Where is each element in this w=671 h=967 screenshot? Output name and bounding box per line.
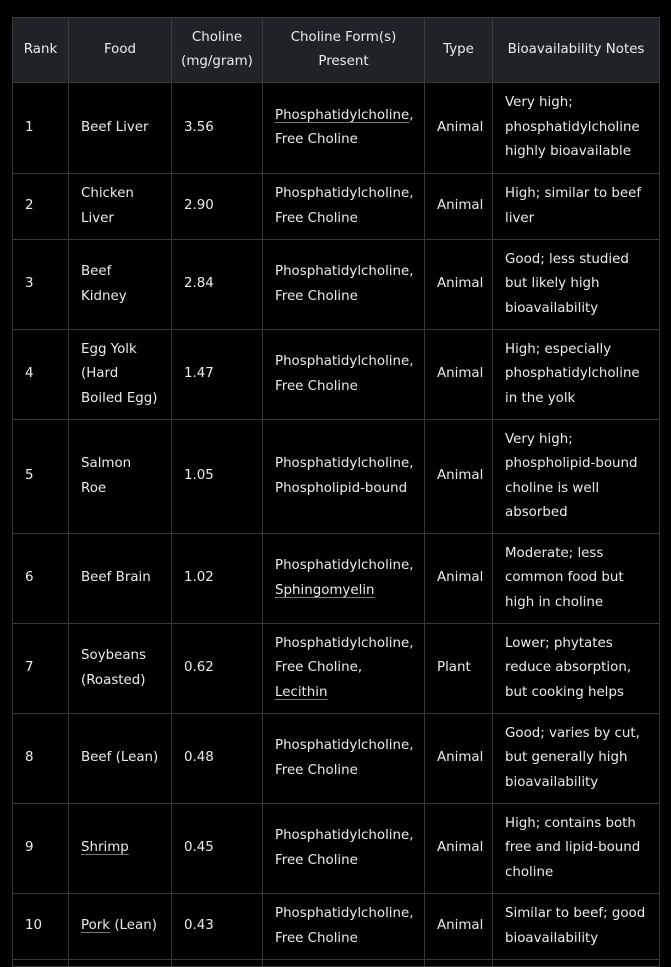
food-cell: Beef Liver bbox=[69, 83, 172, 174]
choline-cell: 0.62 bbox=[172, 624, 263, 714]
notes-cell: High; similar to beef liver bbox=[493, 174, 660, 240]
shrimp-link[interactable]: Shrimp bbox=[81, 840, 129, 856]
phosphatidylcholine-link[interactable]: Phosphatidylcholine bbox=[275, 107, 410, 123]
type-cell: Animal bbox=[425, 534, 493, 624]
notes-cell: High; especially phosphatidylcholine in the yolk bbox=[493, 330, 660, 420]
form-cell bbox=[263, 534, 425, 624]
form-cell bbox=[263, 624, 425, 714]
type-cell: Animal bbox=[425, 330, 493, 420]
form-cell bbox=[263, 83, 425, 174]
choline-cell: 2.90 bbox=[172, 174, 263, 240]
form-text: Phosphatidylcholine, Free Choline, bbox=[275, 635, 414, 676]
type-cell: Animal bbox=[425, 804, 493, 894]
food-cell: Beef Brain bbox=[69, 534, 172, 624]
table-row bbox=[13, 174, 660, 240]
notes-cell: Very high; phospholipid-bound choline is well absorbed bbox=[493, 420, 660, 534]
column-header-choline: Choline (mg/gram) bbox=[172, 18, 263, 83]
rank-cell: 10 bbox=[13, 894, 69, 960]
food-cell: Soybeans (Roasted) bbox=[69, 624, 172, 714]
notes-cell: High; contains both free and lipid-bound choline bbox=[493, 804, 660, 894]
table-row bbox=[13, 624, 660, 714]
type-cell: Animal bbox=[425, 714, 493, 804]
table-row bbox=[13, 83, 660, 174]
form-text: Phosphatidylcholine, bbox=[275, 558, 414, 573]
food-cell: Chicken Liver bbox=[69, 174, 172, 240]
table-row bbox=[13, 534, 660, 624]
type-cell: Animal bbox=[425, 420, 493, 534]
food-cell: Beef Kidney bbox=[69, 240, 172, 330]
type-cell: Animal bbox=[425, 174, 493, 240]
choline-foods-table bbox=[12, 17, 660, 967]
type-cell: Animal bbox=[425, 240, 493, 330]
form-cell: Phosphatidylcholine, Free Choline bbox=[263, 714, 425, 804]
choline-foods-table-container bbox=[12, 17, 659, 967]
choline-cell: 1.05 bbox=[172, 420, 263, 534]
table-header bbox=[13, 18, 660, 83]
choline-cell: 2.84 bbox=[172, 240, 263, 330]
notes-cell: Good; varies by cut, but generally high bioavailability bbox=[493, 714, 660, 804]
form-cell: Phosphatidylcholine, Free Choline bbox=[263, 174, 425, 240]
type-cell: Animal bbox=[425, 894, 493, 960]
column-header-form: Choline Form(s) Present bbox=[263, 18, 425, 83]
rank-cell: 6 bbox=[13, 534, 69, 624]
rank-cell: 4 bbox=[13, 330, 69, 420]
column-header-notes: Bioavailability Notes bbox=[493, 18, 660, 83]
table-row bbox=[13, 714, 660, 804]
table-row bbox=[13, 240, 660, 330]
notes-cell: Similar to beef; good bioavailability bbox=[493, 894, 660, 960]
rank-cell: 8 bbox=[13, 714, 69, 804]
table-row-partial bbox=[13, 960, 660, 967]
choline-cell: 0.45 bbox=[172, 804, 263, 894]
sphingomyelin-link[interactable]: Sphingomyelin bbox=[275, 582, 375, 598]
rank-cell: 1 bbox=[13, 83, 69, 174]
food-text: (Lean) bbox=[110, 918, 157, 934]
column-header-rank: Rank bbox=[13, 18, 69, 83]
rank-cell: 5 bbox=[13, 420, 69, 534]
table-row bbox=[13, 330, 660, 420]
food-cell: Egg Yolk (Hard Boiled Egg) bbox=[69, 330, 172, 420]
lecithin-link[interactable]: Lecithin bbox=[275, 684, 328, 700]
table-row bbox=[13, 804, 660, 894]
form-cell: Phosphatidylcholine, Phospholipid-bound bbox=[263, 420, 425, 534]
notes-cell: Moderate; less common food but high in choline bbox=[493, 534, 660, 624]
form-text: , Free Choline bbox=[275, 107, 414, 147]
choline-cell: 1.02 bbox=[172, 534, 263, 624]
rank-cell: 3 bbox=[13, 240, 69, 330]
table-row bbox=[13, 420, 660, 534]
pork-link[interactable]: Pork bbox=[81, 918, 111, 934]
rank-cell: 9 bbox=[13, 804, 69, 894]
column-header-food: Food bbox=[69, 18, 172, 83]
food-cell bbox=[69, 804, 172, 894]
table-row bbox=[13, 894, 660, 960]
header-row bbox=[13, 18, 660, 83]
notes-cell: Good; less studied but likely high bioavailability bbox=[493, 240, 660, 330]
type-cell: Animal bbox=[425, 83, 493, 174]
table-body bbox=[13, 83, 660, 967]
food-cell: Beef (Lean) bbox=[69, 714, 172, 804]
choline-cell: 0.43 bbox=[172, 894, 263, 960]
rank-cell: 7 bbox=[13, 624, 69, 714]
notes-cell: Very high; phosphatidylcholine highly bioavailable bbox=[493, 83, 660, 174]
choline-cell: 3.56 bbox=[172, 83, 263, 174]
type-cell: Plant bbox=[425, 624, 493, 714]
form-cell: Phosphatidylcholine, Free Choline bbox=[263, 330, 425, 420]
form-cell: Phosphatidylcholine, Free Choline bbox=[263, 240, 425, 330]
rank-cell: 2 bbox=[13, 174, 69, 240]
notes-cell: Lower; phytates reduce absorption, but cooking helps bbox=[493, 624, 660, 714]
choline-cell: 0.48 bbox=[172, 714, 263, 804]
column-header-type: Type bbox=[425, 18, 493, 83]
form-cell: Phosphatidylcholine, Free Choline bbox=[263, 804, 425, 894]
form-cell: Phosphatidylcholine, Free Choline bbox=[263, 894, 425, 960]
food-cell: Salmon Roe bbox=[69, 420, 172, 534]
food-cell bbox=[69, 894, 172, 960]
choline-cell: 1.47 bbox=[172, 330, 263, 420]
